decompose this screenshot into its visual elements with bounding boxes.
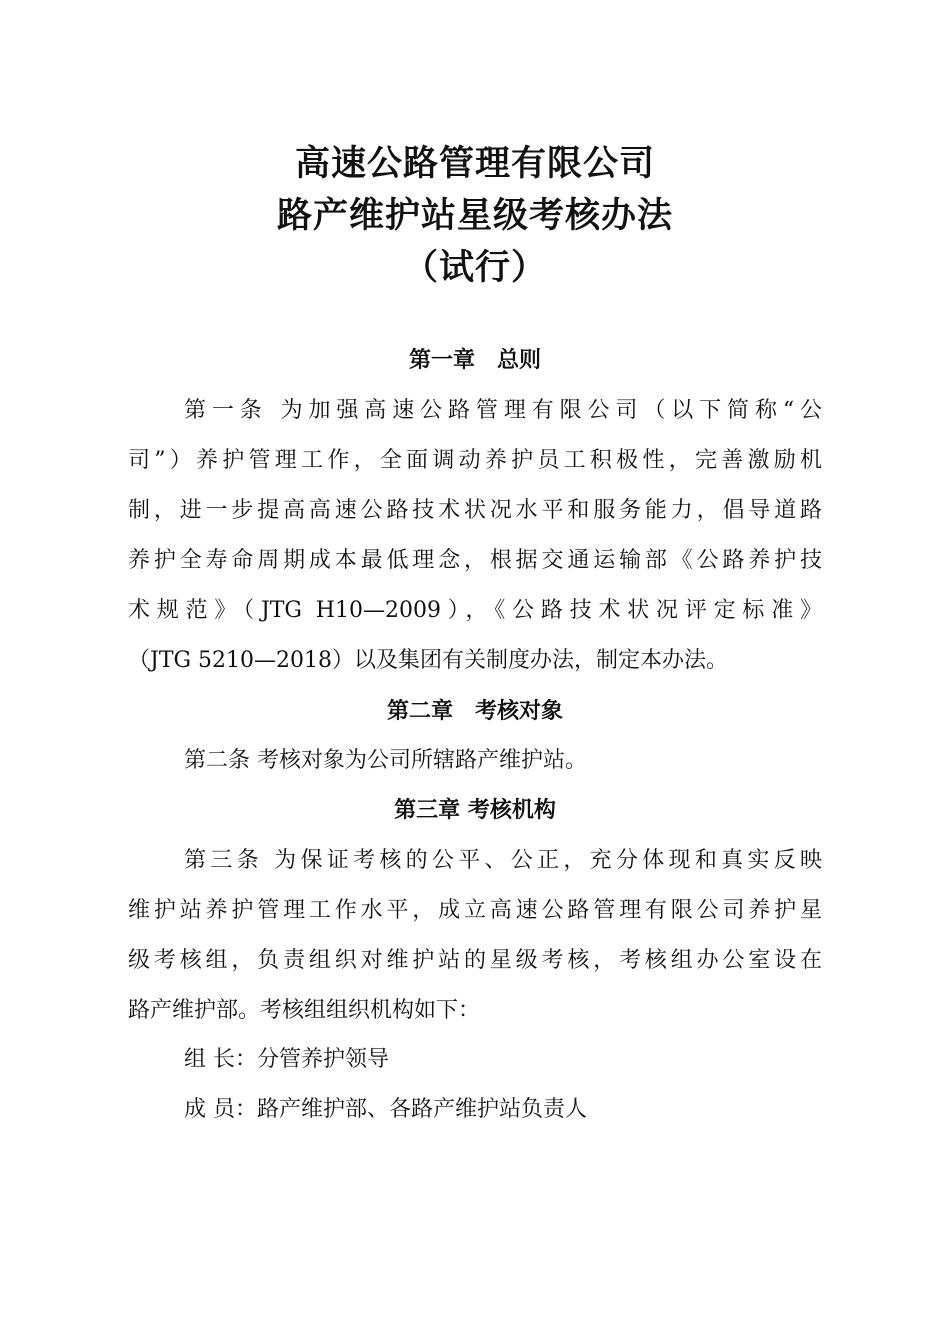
leader-entry: 组 长：分管养护领导 [184,1047,389,1072]
title-subject: 路产维护站星级考核办法 [276,196,673,236]
article-1-line: 第一条 为加强高速公路管理有限公司（以下简称“公 [184,398,822,423]
chapter-1-heading: 第一章 总则 [408,348,541,373]
chapter-3-heading: 第三章 考核机构 [394,798,556,823]
article-3-line: 级考核组，负责组织对维护站的星级考核，考核组办公室设在 [128,948,822,973]
article-1-line: 术规范》（JTG H10—2009），《公路技术状况评定标准》 [128,598,822,623]
title-trial-note: （试行） [402,248,547,288]
chapter-2-heading: 第二章 考核对象 [386,699,563,724]
article-1 [128,386,822,686]
article-2-line: 第二条 考核对象为公司所辖路产维护站。 [184,748,587,773]
article-2 [128,736,822,786]
title-company: 高速公路管理有限公司 [294,144,655,184]
article-3-line: 维护站养护管理工作水平，成立高速公路管理有限公司养护星 [128,898,822,923]
article-1-line: 司”）养护管理工作，全面调动养护员工积极性，完善激励机 [128,448,822,473]
article-3 [128,836,822,1036]
members-entry: 成 员：路产维护部、各路产维护站负责人 [184,1097,587,1122]
article-1-line: （JTG 5210—2018）以及集团有关制度办法，制定本办法。 [128,648,729,673]
article-1-line: 养护全寿命周期成本最低理念，根据交通运输部《公路养护技 [128,548,822,573]
document-title [0,138,950,294]
article-3-line: 路产维护部。考核组组织机构如下： [128,998,481,1023]
article-1-line: 制，进一步提高高速公路技术状况水平和服务能力，倡导道路 [128,498,822,523]
article-3-line: 第三条 为保证考核的公平、公正，充分体现和真实反映 [184,848,822,873]
